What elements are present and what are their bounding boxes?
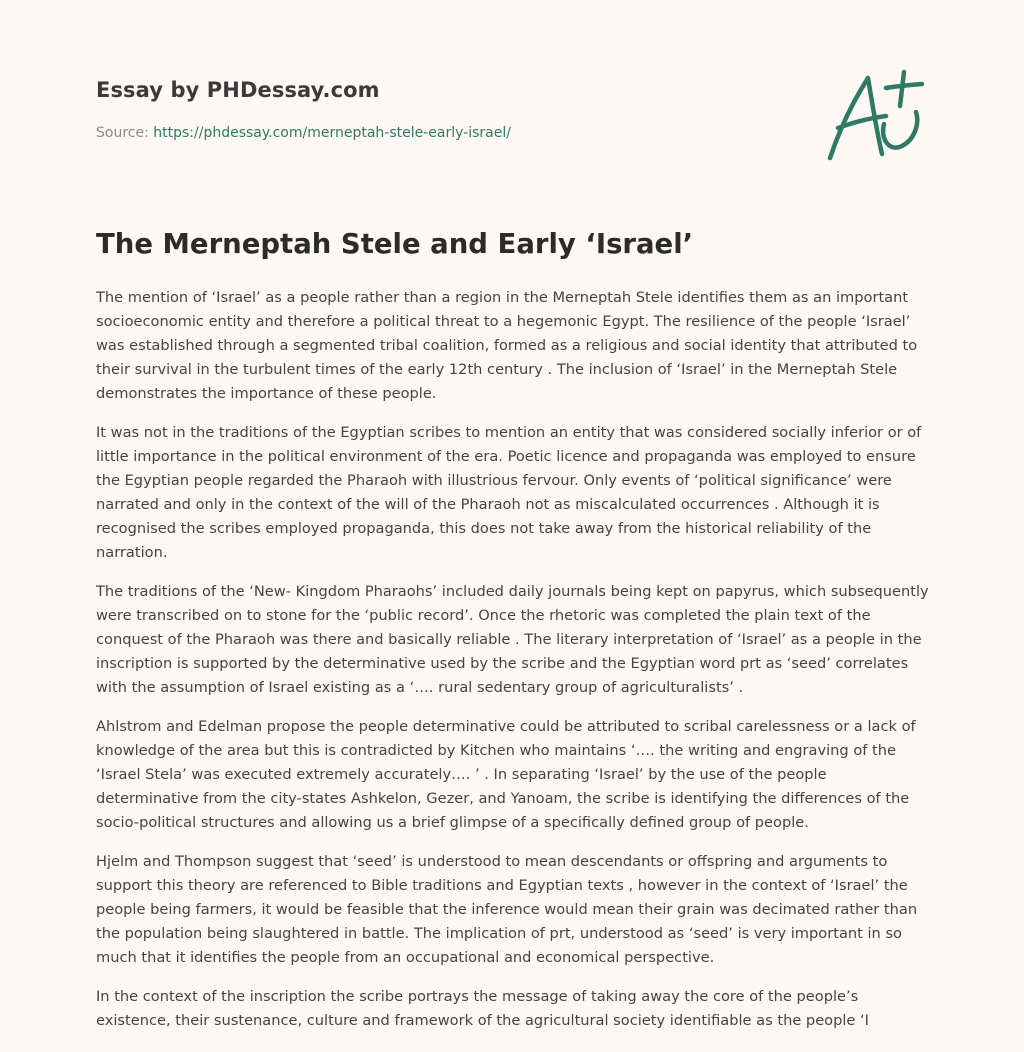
paragraph: It was not in the traditions of the Egyptian scribes to mention an entity that was considered socially inferior or of little importance in the political environment of the era. Poetic licence and propaganda was employed to ensure the Egyptian people regarded the Pharaoh with illustrious fervour. Only events of ‘political significance’ were narrated and only in the context of the will of the Pharaoh not as miscalculated occurrences . Although it is recognised the scribes employed propaganda, this does not take away from the historical reliability of the narration. [96, 424, 922, 561]
paragraph: Ahlstrom and Edelman propose the people determinative could be attributed to scribal carelessness or a lack of knowledge of the area but this is contradicted by Kitchen who maintains ‘…. the writing and engraving of the ‘Israel Stela’ was executed extremely accurately…. ’ . In separating ‘Israel’ by the use of the people determinative from the city-states Ashkelon, Gezer, and Yanoam, the scribe is identifying the differences of the socio-political structures and allowing us a brief glimpse of a specifically defined group of people. [96, 718, 916, 831]
article-body [96, 286, 932, 1048]
source-label: Source: [96, 125, 149, 141]
a-plus-logo-icon [820, 66, 930, 166]
header [96, 76, 796, 142]
paragraph: Hjelm and Thompson suggest that ‘seed’ is understood to mean descendants or offspring and arguments to support this theory are referenced to Bible traditions and Egyptian texts , however in the context of ‘Israel’ the people being farmers, it would be feasible that the inference would mean their grain was decimated rather than the population being slaughtered in battle. The implication of prt, understood as ‘seed’ is very important in so much that it identifies the people from an occupational and economical perspective. [96, 853, 918, 966]
source-link[interactable]: https://phdessay.com/merneptah-stele-early-israel/ [153, 125, 511, 141]
paragraph: In the context of the inscription the scribe portrays the message of taking away the core of the people’s existence, their sustenance, culture and framework of the agricultural society identifiable as the people ‘I [96, 988, 869, 1029]
paragraph: The mention of ‘Israel’ as a people rather than a region in the Merneptah Stele identifies them as an important socioeconomic entity and therefore a political threat to a hegemonic Egypt. The resilience of the people ‘Israel’ was established through a segmented tribal coalition, formed as a religious and social identity that attributed to their survival in the turbulent times of the early 12th century . The inclusion of ‘Israel’ in the Merneptah Stele demonstrates the importance of these people. [96, 289, 918, 402]
paragraph: The traditions of the ‘New- Kingdom Pharaohs’ included daily journals being kept on papyrus, which subsequently were transcribed on to stone for the ‘public record’. Once the rhetoric was completed the plain text of the conquest of the Pharaoh was there and basically reliable . The literary interpretation of ‘Israel’ as a people in the inscription is supported by the determinative used by the scribe and the Egyptian word prt as ‘seed’ correlates with the assumption of Israel existing as a ‘…. rural sedentary group of agriculturalists’ . [96, 583, 929, 696]
a-plus-logo [820, 66, 930, 166]
article-title: The Merneptah Stele and Early ‘Israel’ [96, 228, 694, 260]
source-line [96, 124, 796, 142]
site-title: Essay by PHDessay.com [96, 78, 380, 102]
